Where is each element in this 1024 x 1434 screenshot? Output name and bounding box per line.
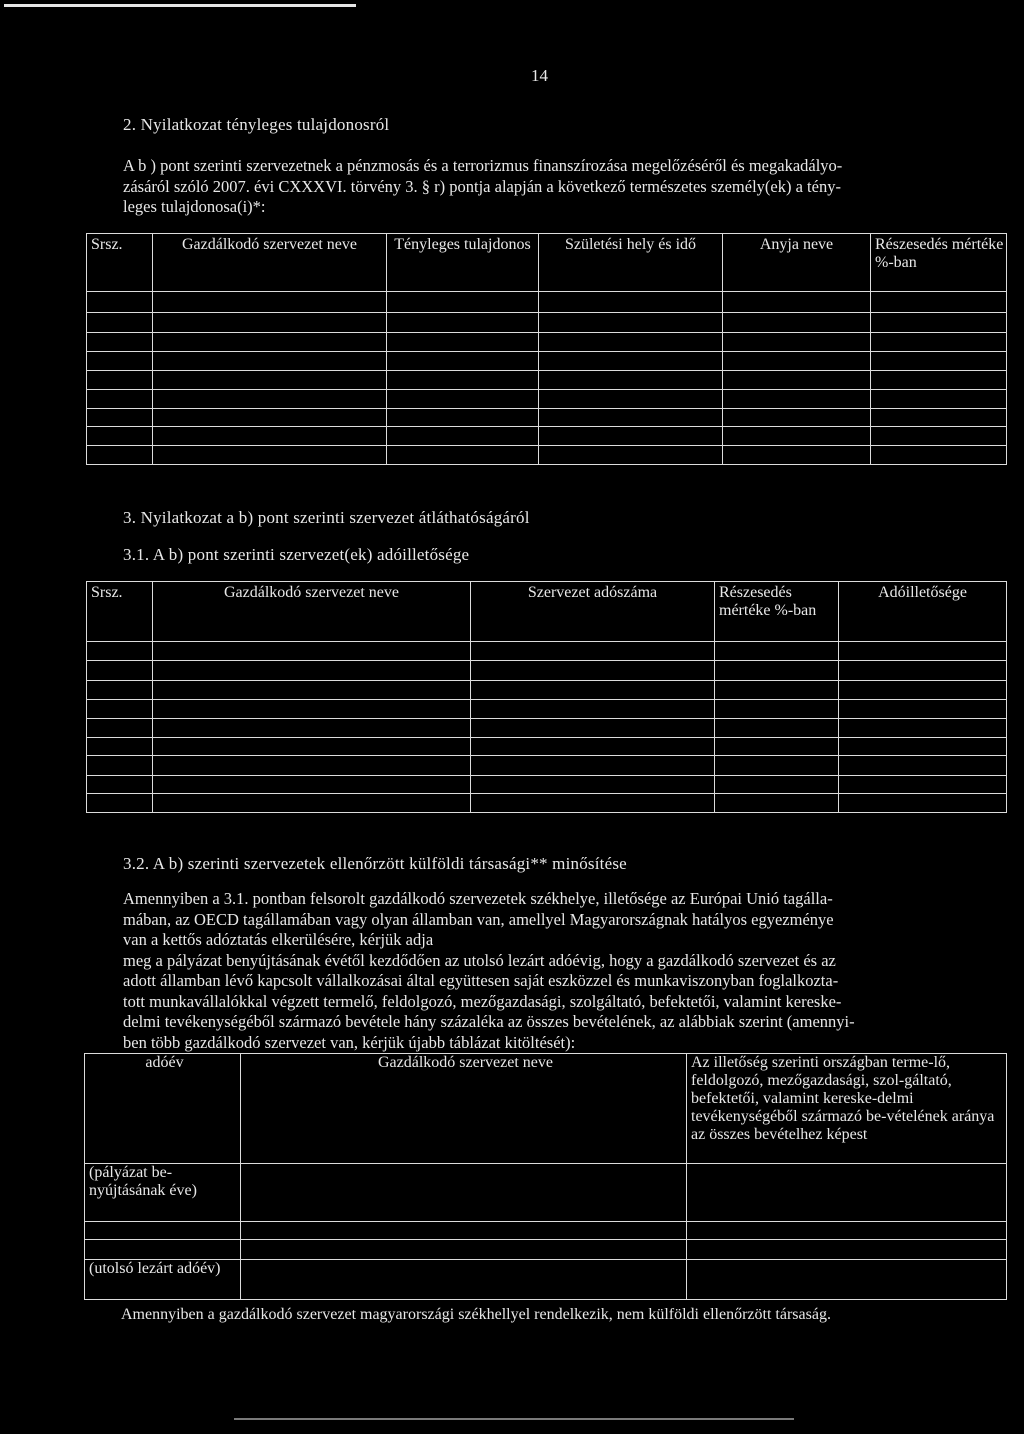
table-cell bbox=[839, 776, 1007, 794]
table-row bbox=[85, 1240, 1007, 1260]
table-cell bbox=[715, 700, 839, 719]
col-header-birth-place-date: Születési hely és idő bbox=[539, 234, 723, 292]
table-cell bbox=[87, 794, 153, 813]
table-header-row bbox=[85, 1054, 1007, 1164]
table-cell bbox=[153, 352, 387, 371]
paragraph-line: A b ) pont szerinti szervezetnek a pénzmosás és a terrorizmus finanszírozása megelőzéséről és megakadályo- bbox=[123, 156, 843, 175]
table-cell bbox=[715, 681, 839, 700]
col-header-srsz: Srsz. bbox=[87, 582, 153, 642]
table-row bbox=[85, 1222, 1007, 1240]
table-cell bbox=[539, 313, 723, 333]
table-cell bbox=[87, 292, 153, 313]
footer-note: Amennyiben a gazdálkodó szervezet magyarországi székhellyel rendelkezik, nem külföldi ellenőrzött társaság. bbox=[121, 1306, 831, 1323]
table-row bbox=[87, 352, 1007, 371]
table-cell bbox=[539, 427, 723, 446]
table-cell bbox=[687, 1164, 1007, 1222]
table-cell bbox=[539, 292, 723, 313]
section-2-paragraph bbox=[123, 156, 842, 218]
paragraph-line: leges tulajdonosa(i)*: bbox=[123, 197, 266, 216]
table-cell bbox=[715, 794, 839, 813]
col-header-tax-number: Szervezet adószáma bbox=[471, 582, 715, 642]
table-cell bbox=[387, 446, 539, 465]
table-cell bbox=[839, 756, 1007, 776]
row-label-last-closed-year: (utolsó lezárt adóév) bbox=[85, 1260, 241, 1300]
table-row bbox=[87, 776, 1007, 794]
table-cell bbox=[471, 756, 715, 776]
table-row bbox=[87, 427, 1007, 446]
table-row bbox=[87, 333, 1007, 352]
table-cell bbox=[87, 427, 153, 446]
paragraph-line: zásáról szóló 2007. évi CXXXVI. törvény 3. § r) pontja alapján a következő természetes személy(ek) a tény- bbox=[123, 176, 841, 196]
table-cell bbox=[871, 427, 1007, 446]
table-row bbox=[87, 390, 1007, 409]
table-row bbox=[87, 292, 1007, 313]
table-cell bbox=[87, 681, 153, 700]
paragraph-line: adott államban lévő kapcsolt vállalkozásai által együttesen saját eszközzel és munkaviszonyban foglalkozta- bbox=[123, 971, 839, 990]
table-cell bbox=[153, 427, 387, 446]
table-cell bbox=[687, 1260, 1007, 1300]
table-cell bbox=[839, 794, 1007, 813]
table-cell bbox=[723, 371, 871, 390]
table-cell bbox=[153, 642, 471, 661]
table-cell bbox=[87, 409, 153, 427]
table-cell bbox=[87, 719, 153, 738]
table-cell bbox=[387, 390, 539, 409]
col-header-tax-year: adóév bbox=[85, 1054, 241, 1164]
table-cell bbox=[387, 427, 539, 446]
table-row bbox=[87, 371, 1007, 390]
table-cell bbox=[471, 642, 715, 661]
table-row bbox=[87, 313, 1007, 333]
table-cell bbox=[839, 681, 1007, 700]
table-cell bbox=[387, 352, 539, 371]
table-cell bbox=[87, 446, 153, 465]
section-3-title: 3. Nyilatkozat a b) pont szerinti szervezet átláthatóságáról bbox=[123, 508, 530, 527]
table-cell bbox=[723, 409, 871, 427]
table-cell bbox=[87, 313, 153, 333]
table-cell bbox=[723, 313, 871, 333]
paragraph-line: tott munkavállalókkal végzett termelő, feldolgozó, mezőgazdasági, szolgáltató, befektetői, valamint kereske- bbox=[123, 991, 842, 1011]
table-cell bbox=[153, 794, 471, 813]
table-cell bbox=[539, 446, 723, 465]
table-row bbox=[87, 446, 1007, 465]
bottom-rule bbox=[234, 1418, 794, 1420]
table-cell bbox=[87, 352, 153, 371]
table-cell bbox=[471, 738, 715, 756]
table-cell bbox=[471, 776, 715, 794]
table-row-last-year bbox=[85, 1260, 1007, 1300]
col-header-tax-residency: Adóilletősége bbox=[839, 582, 1007, 642]
table-header-row bbox=[87, 582, 1007, 642]
table-cell bbox=[471, 794, 715, 813]
table-cell bbox=[723, 390, 871, 409]
col-header-share-percent: Részesedés mértéke %-ban bbox=[871, 234, 1007, 292]
table-row bbox=[87, 794, 1007, 813]
cfc-revenue-table bbox=[84, 1053, 1007, 1300]
table-cell bbox=[153, 719, 471, 738]
table-cell bbox=[241, 1164, 687, 1222]
table-cell bbox=[153, 390, 387, 409]
table-cell bbox=[723, 352, 871, 371]
table-cell bbox=[539, 371, 723, 390]
table-cell bbox=[471, 719, 715, 738]
table-cell bbox=[153, 776, 471, 794]
table-cell bbox=[153, 446, 387, 465]
table-cell bbox=[387, 292, 539, 313]
table-cell bbox=[153, 409, 387, 427]
table-cell bbox=[87, 390, 153, 409]
table-cell bbox=[723, 292, 871, 313]
col-header-organization-name: Gazdálkodó szervezet neve bbox=[153, 234, 387, 292]
table-cell bbox=[153, 333, 387, 352]
table-cell bbox=[839, 719, 1007, 738]
section-3-1-title: 3.1. A b) pont szerinti szervezet(ek) adóilletősége bbox=[123, 545, 470, 564]
paragraph-line: meg a pályázat benyújtásának évétől kezdődően az utolsó lezárt adóévig, hogy a gazdálkodó szervezet és az bbox=[123, 950, 836, 970]
table-row bbox=[87, 756, 1007, 776]
table-cell bbox=[871, 409, 1007, 427]
section-2-title: 2. Nyilatkozat tényleges tulajdonosról bbox=[123, 115, 390, 134]
paragraph-line: ben több gazdálkodó szervezet van, kérjük újabb táblázat kitöltését): bbox=[123, 1032, 576, 1052]
table-row bbox=[87, 642, 1007, 661]
table-cell bbox=[87, 738, 153, 756]
table-cell bbox=[715, 642, 839, 661]
table-cell bbox=[153, 700, 471, 719]
table-cell bbox=[153, 292, 387, 313]
table-cell bbox=[539, 390, 723, 409]
table-cell bbox=[153, 371, 387, 390]
tax-residency-table bbox=[86, 581, 1007, 813]
table-cell bbox=[471, 681, 715, 700]
table-cell bbox=[839, 642, 1007, 661]
table-row bbox=[87, 738, 1007, 756]
row-label-application-year: (pályázat be-nyújtásának éve) bbox=[85, 1164, 241, 1222]
table-header-row bbox=[87, 234, 1007, 292]
section-3-2-paragraph bbox=[123, 889, 855, 1053]
table-row-first-year bbox=[85, 1164, 1007, 1222]
paragraph-line: Amennyiben a 3.1. pontban felsorolt gazdálkodó szervezetek székhelye, illetősége az Európai Unió tagálla- bbox=[123, 889, 833, 908]
table-cell bbox=[871, 390, 1007, 409]
table-cell bbox=[871, 313, 1007, 333]
table-cell bbox=[87, 661, 153, 681]
table-cell bbox=[871, 333, 1007, 352]
table-cell bbox=[871, 292, 1007, 313]
table-cell bbox=[387, 333, 539, 352]
table-cell bbox=[539, 409, 723, 427]
table-cell bbox=[839, 700, 1007, 719]
col-header-mother-name: Anyja neve bbox=[723, 234, 871, 292]
table-cell bbox=[839, 738, 1007, 756]
col-header-share-percent: Részesedés mértéke %-ban bbox=[715, 582, 839, 642]
table-cell bbox=[715, 719, 839, 738]
table-cell bbox=[715, 776, 839, 794]
paragraph-line: van a kettős adóztatás elkerülésére, kérjük adja bbox=[123, 930, 434, 949]
table-cell bbox=[87, 776, 153, 794]
section-3-2-title: 3.2. A b) szerinti szervezetek ellenőrzött külföldi társasági** minősítése bbox=[123, 854, 627, 873]
table-cell bbox=[723, 427, 871, 446]
beneficial-owner-table bbox=[86, 233, 1007, 465]
top-rule bbox=[4, 4, 356, 7]
table-cell bbox=[715, 661, 839, 681]
table-cell bbox=[871, 446, 1007, 465]
table-cell bbox=[387, 409, 539, 427]
table-cell bbox=[871, 352, 1007, 371]
table-cell bbox=[87, 700, 153, 719]
table-cell bbox=[153, 313, 387, 333]
table-row bbox=[87, 700, 1007, 719]
table-cell bbox=[539, 333, 723, 352]
table-cell bbox=[723, 446, 871, 465]
col-header-revenue-ratio: Az illetőség szerinti országban terme-lő, feldolgozó, mezőgazdasági, szol-gáltató, befektetői, valamint kereske-delmi tevékenységéből származó be-vételének aránya az összes bevételhez képest bbox=[687, 1054, 1007, 1164]
table-cell bbox=[153, 756, 471, 776]
table-row bbox=[87, 719, 1007, 738]
table-cell bbox=[715, 756, 839, 776]
table-row bbox=[87, 661, 1007, 681]
col-header-organization-name: Gazdálkodó szervezet neve bbox=[153, 582, 471, 642]
table-cell bbox=[87, 642, 153, 661]
table-cell bbox=[387, 371, 539, 390]
table-cell bbox=[87, 333, 153, 352]
table-cell bbox=[241, 1260, 687, 1300]
table-cell bbox=[153, 681, 471, 700]
table-row bbox=[87, 409, 1007, 427]
table-cell bbox=[539, 352, 723, 371]
col-header-srsz: Srsz. bbox=[87, 234, 153, 292]
table-cell bbox=[723, 333, 871, 352]
col-header-organization-name: Gazdálkodó szervezet neve bbox=[241, 1054, 687, 1164]
table-cell bbox=[839, 661, 1007, 681]
table-cell bbox=[87, 756, 153, 776]
col-header-beneficial-owner: Tényleges tulajdonos bbox=[387, 234, 539, 292]
table-cell bbox=[387, 313, 539, 333]
table-cell bbox=[471, 661, 715, 681]
table-cell bbox=[471, 700, 715, 719]
paragraph-line: delmi tevékenységéből származó bevétele hány százaléka az összes bevételének, az alábbiak szerint (amennyi- bbox=[123, 1012, 855, 1031]
paragraph-line: mában, az OECD tagállamában vagy olyan államban van, amellyel Magyarországnak hatályos egyezménye bbox=[123, 909, 834, 929]
table-row bbox=[87, 681, 1007, 700]
table-cell bbox=[87, 371, 153, 390]
page-number: 14 bbox=[531, 66, 548, 85]
table-cell bbox=[871, 371, 1007, 390]
table-cell bbox=[153, 738, 471, 756]
table-cell bbox=[153, 661, 471, 681]
table-cell bbox=[715, 738, 839, 756]
